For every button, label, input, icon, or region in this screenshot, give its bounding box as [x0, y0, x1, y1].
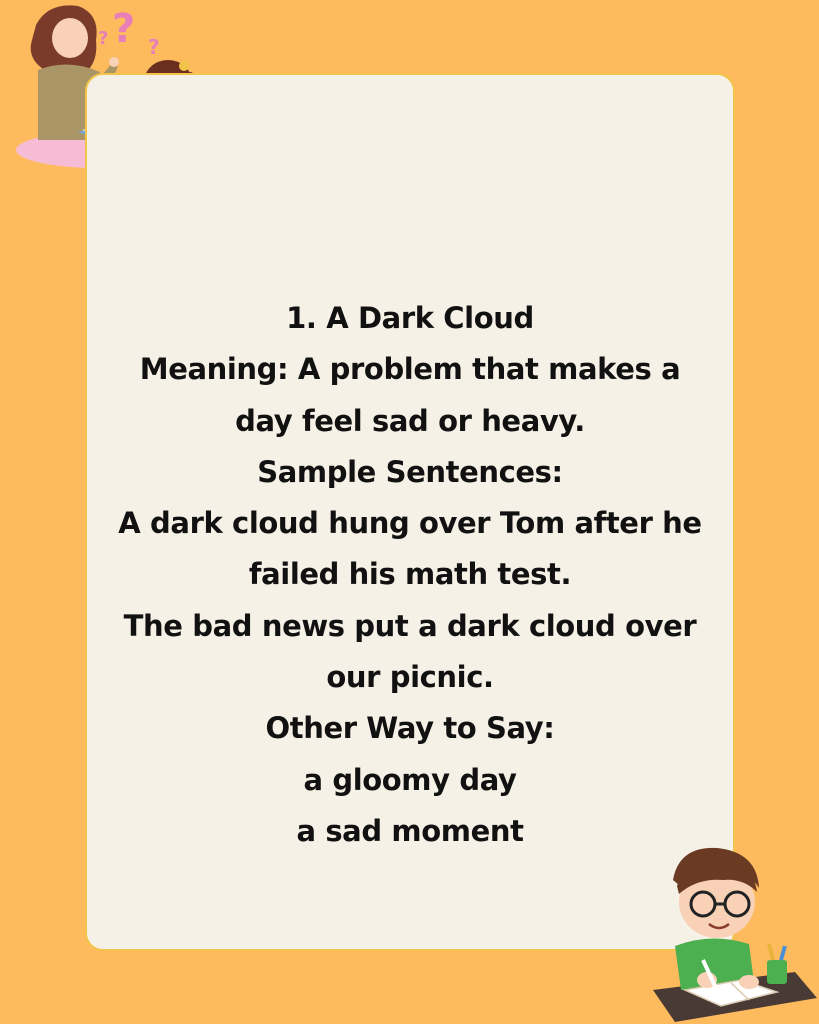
sentence-1-line-2: failed his math test. [248, 557, 572, 592]
svg-text:?: ? [148, 35, 160, 59]
svg-text:?: ? [98, 28, 109, 49]
lesson-title: 1. A Dark Cloud [286, 301, 534, 335]
alternative-2: a sad moment [296, 813, 524, 848]
other-way-heading: Other Way to Say: [265, 711, 555, 746]
sentence-2-line-1: The bad news put a dark cloud over [123, 608, 697, 643]
alternative-1: a gloomy day [303, 762, 517, 797]
meaning-line-1: Meaning: A problem that makes a [139, 352, 681, 387]
meaning-line-2: day feel sad or heavy. [235, 403, 585, 438]
sample-sentences-heading: Sample Sentences: [257, 454, 563, 489]
sentence-1-line-1: A dark cloud hung over Tom after he [118, 506, 702, 541]
question-marks-icon [98, 6, 160, 59]
lesson-content [87, 293, 733, 857]
boy-writing-illustration [645, 840, 819, 1024]
content-card [85, 73, 735, 951]
sentence-2-line-2: our picnic. [326, 660, 494, 695]
svg-text:?: ? [112, 6, 136, 52]
